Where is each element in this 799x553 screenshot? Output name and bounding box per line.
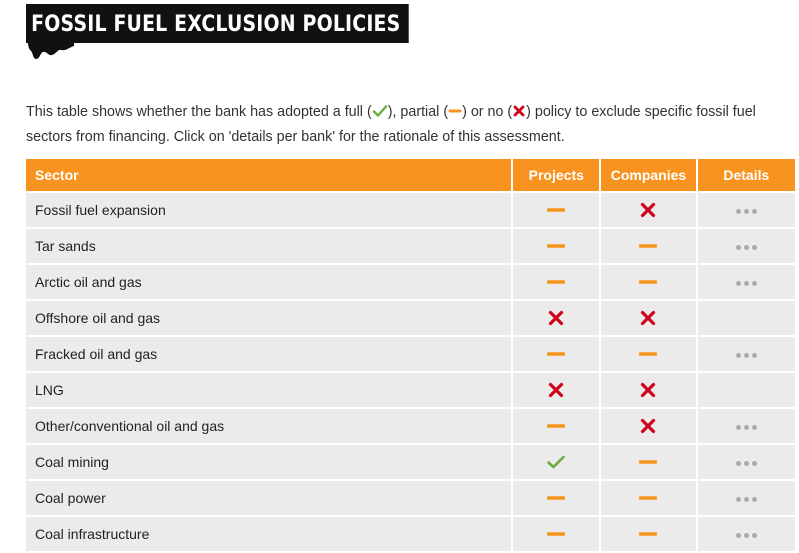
details-cell [697,336,795,372]
companies-status [600,516,696,551]
dash-icon [601,242,695,250]
check-icon [513,454,599,470]
dash-icon [601,458,695,466]
more-dots-icon[interactable] [734,454,758,470]
details-cell [697,444,795,480]
sector-name: Coal infrastructure [26,516,512,551]
cross-icon [601,382,695,398]
cross-icon [601,310,695,326]
dash-icon [513,494,599,502]
more-dots-icon[interactable] [734,274,758,290]
more-dots-icon[interactable] [734,526,758,542]
sector-name: Fracked oil and gas [26,336,512,372]
header-projects: Projects [512,159,600,192]
companies-status [600,444,696,480]
more-dots-icon[interactable] [734,418,758,434]
dash-icon [513,242,599,250]
dash-icon [513,206,599,214]
details-cell [697,300,795,336]
header-details: Details [697,159,795,192]
dash-icon [448,103,462,126]
table-row [26,336,795,372]
details-cell [697,408,795,444]
companies-status [600,300,696,336]
table-row [26,372,795,408]
dash-icon [513,350,599,358]
projects-status [512,336,600,372]
page-title: FOSSIL FUEL EXCLUSION POLICIES [26,4,409,43]
header-companies: Companies [600,159,696,192]
dash-icon [601,530,695,538]
cross-icon [513,382,599,398]
cross-icon [512,103,526,126]
projects-status [512,444,600,480]
sector-name: Arctic oil and gas [26,264,512,300]
sector-name: Fossil fuel expansion [26,192,512,228]
table-row [26,300,795,336]
dash-icon [601,494,695,502]
check-icon [372,103,388,126]
dash-icon [513,530,599,538]
intro-text-4: ) policy to exclude specific fossil fuel sectors from financing. Click on 'details per bank' for the rationale of this assessment. [26,104,756,145]
companies-status [600,228,696,264]
dash-icon [513,278,599,286]
title-block [26,4,471,43]
companies-status [600,480,696,516]
projects-status [512,300,600,336]
table-row [26,192,795,228]
cross-icon [513,310,599,326]
more-dots-icon[interactable] [734,238,758,254]
more-dots-icon[interactable] [734,202,758,218]
header-sector: Sector [26,159,512,192]
table-header-row [26,159,795,192]
intro-text-3: ) or no ( [462,104,513,120]
table-body [26,192,795,551]
companies-status [600,408,696,444]
companies-status [600,372,696,408]
intro-text-1: This table shows whether the bank has adopted a full ( [26,104,372,120]
ink-drip-decoration [28,42,74,60]
details-cell [697,516,795,551]
sector-name: Coal power [26,480,512,516]
sector-name: Other/conventional oil and gas [26,408,512,444]
dash-icon [513,422,599,430]
sector-name: Offshore oil and gas [26,300,512,336]
projects-status [512,228,600,264]
companies-status [600,192,696,228]
sector-name: Tar sands [26,228,512,264]
details-cell [697,228,795,264]
table-row [26,480,795,516]
table-row [26,444,795,480]
details-cell [697,480,795,516]
dash-icon [601,350,695,358]
details-cell [697,192,795,228]
sector-name: Coal mining [26,444,512,480]
exclusion-policies-table [26,159,795,551]
projects-status [512,408,600,444]
sector-name: LNG [26,372,512,408]
projects-status [512,372,600,408]
more-dots-icon[interactable] [734,346,758,362]
intro-text-2: ), partial ( [387,104,449,120]
details-cell [697,372,795,408]
table-row [26,228,795,264]
companies-status [600,336,696,372]
projects-status [512,192,600,228]
projects-status [512,480,600,516]
table-row [26,516,795,551]
dash-icon [601,278,695,286]
details-cell [697,264,795,300]
projects-status [512,264,600,300]
table-row [26,408,795,444]
table-row [26,264,795,300]
companies-status [600,264,696,300]
intro-text [26,101,786,149]
more-dots-icon[interactable] [734,490,758,506]
cross-icon [601,202,695,218]
cross-icon [601,418,695,434]
projects-status [512,516,600,551]
